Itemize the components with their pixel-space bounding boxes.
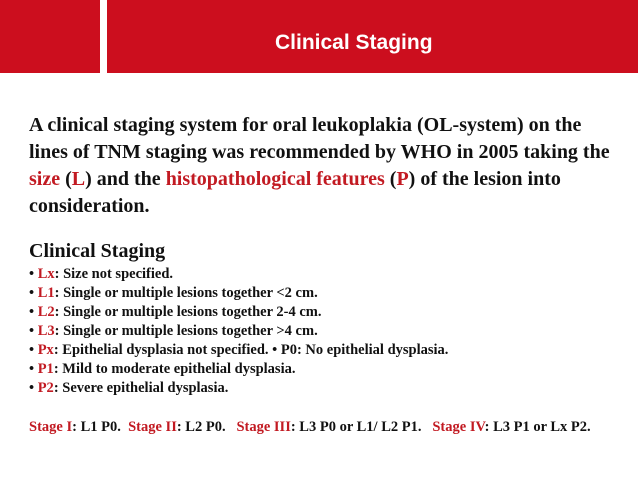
stage-value: : L3 P0 or L1/ L2 P1. <box>290 419 433 435</box>
list-item <box>29 265 448 284</box>
title-bar <box>107 0 638 73</box>
stage-desc: : Severe epithelial dysplasia. <box>53 380 229 396</box>
stage-desc: : Epithelial dysplasia not specified. • P0: No epithelial dysplasia. <box>53 342 449 358</box>
stage-code: L2 <box>37 304 55 320</box>
intro-text-2: ( <box>60 168 72 190</box>
bullet-marker: • <box>29 342 38 358</box>
stage-desc: : Single or multiple lesions together <2 cm. <box>54 285 318 301</box>
stage-desc: : Size not specified. <box>54 266 174 282</box>
list-item <box>29 284 448 303</box>
list-item <box>29 360 448 379</box>
intro-l: L <box>71 168 86 190</box>
stage-name: Stage I <box>29 419 73 435</box>
stage-name: Stage III <box>236 419 291 435</box>
slide-title: Clinical Staging <box>275 31 433 54</box>
intro-p: P <box>396 168 409 190</box>
stage-value: : L3 P1 or Lx P2. <box>484 419 591 435</box>
stage-value: : L1 P0. <box>72 419 129 435</box>
stage-name: Stage IV <box>432 419 485 435</box>
bullet-marker: • <box>29 380 38 396</box>
bullet-marker: • <box>29 304 38 320</box>
bullet-marker: • <box>29 285 38 301</box>
intro-text-4: ( <box>384 168 397 190</box>
stage-name: Stage II <box>128 419 177 435</box>
stage-desc: : Single or multiple lesions together 2-4 cm. <box>54 304 322 320</box>
intro-text-3: ) and the <box>85 168 166 190</box>
bullet-marker: • <box>29 323 38 339</box>
stage-value: : L2 P0. <box>176 419 237 435</box>
stage-summary <box>29 417 619 438</box>
stage-desc: : Mild to moderate epithelial dysplasia. <box>53 361 296 377</box>
list-item <box>29 322 448 341</box>
staging-list <box>29 265 448 398</box>
section-heading: Clinical Staging <box>29 240 166 262</box>
intro-paragraph <box>29 112 614 220</box>
stage-desc: : Single or multiple lesions together >4 cm. <box>54 323 318 339</box>
stage-code: Px <box>37 342 54 358</box>
list-item <box>29 341 448 360</box>
stage-code: L1 <box>37 285 55 301</box>
intro-histo: histopathological features <box>165 168 385 190</box>
stage-code: P1 <box>37 361 54 377</box>
intro-text-1: A clinical staging system for oral leukoplakia (OL-system) on the lines of TNM staging was recommended by WHO in 2005 taking the <box>29 114 610 163</box>
stage-code: Lx <box>37 266 55 282</box>
list-item <box>29 303 448 322</box>
intro-size: size <box>29 168 61 190</box>
list-item <box>29 379 448 398</box>
header-accent-block <box>0 0 100 73</box>
bullet-marker: • <box>29 361 38 377</box>
bullet-marker: • <box>29 266 38 282</box>
stage-code: P2 <box>37 380 54 396</box>
stage-code: L3 <box>37 323 55 339</box>
intro-text-5: ) of the lesion into consideration. <box>29 168 561 217</box>
